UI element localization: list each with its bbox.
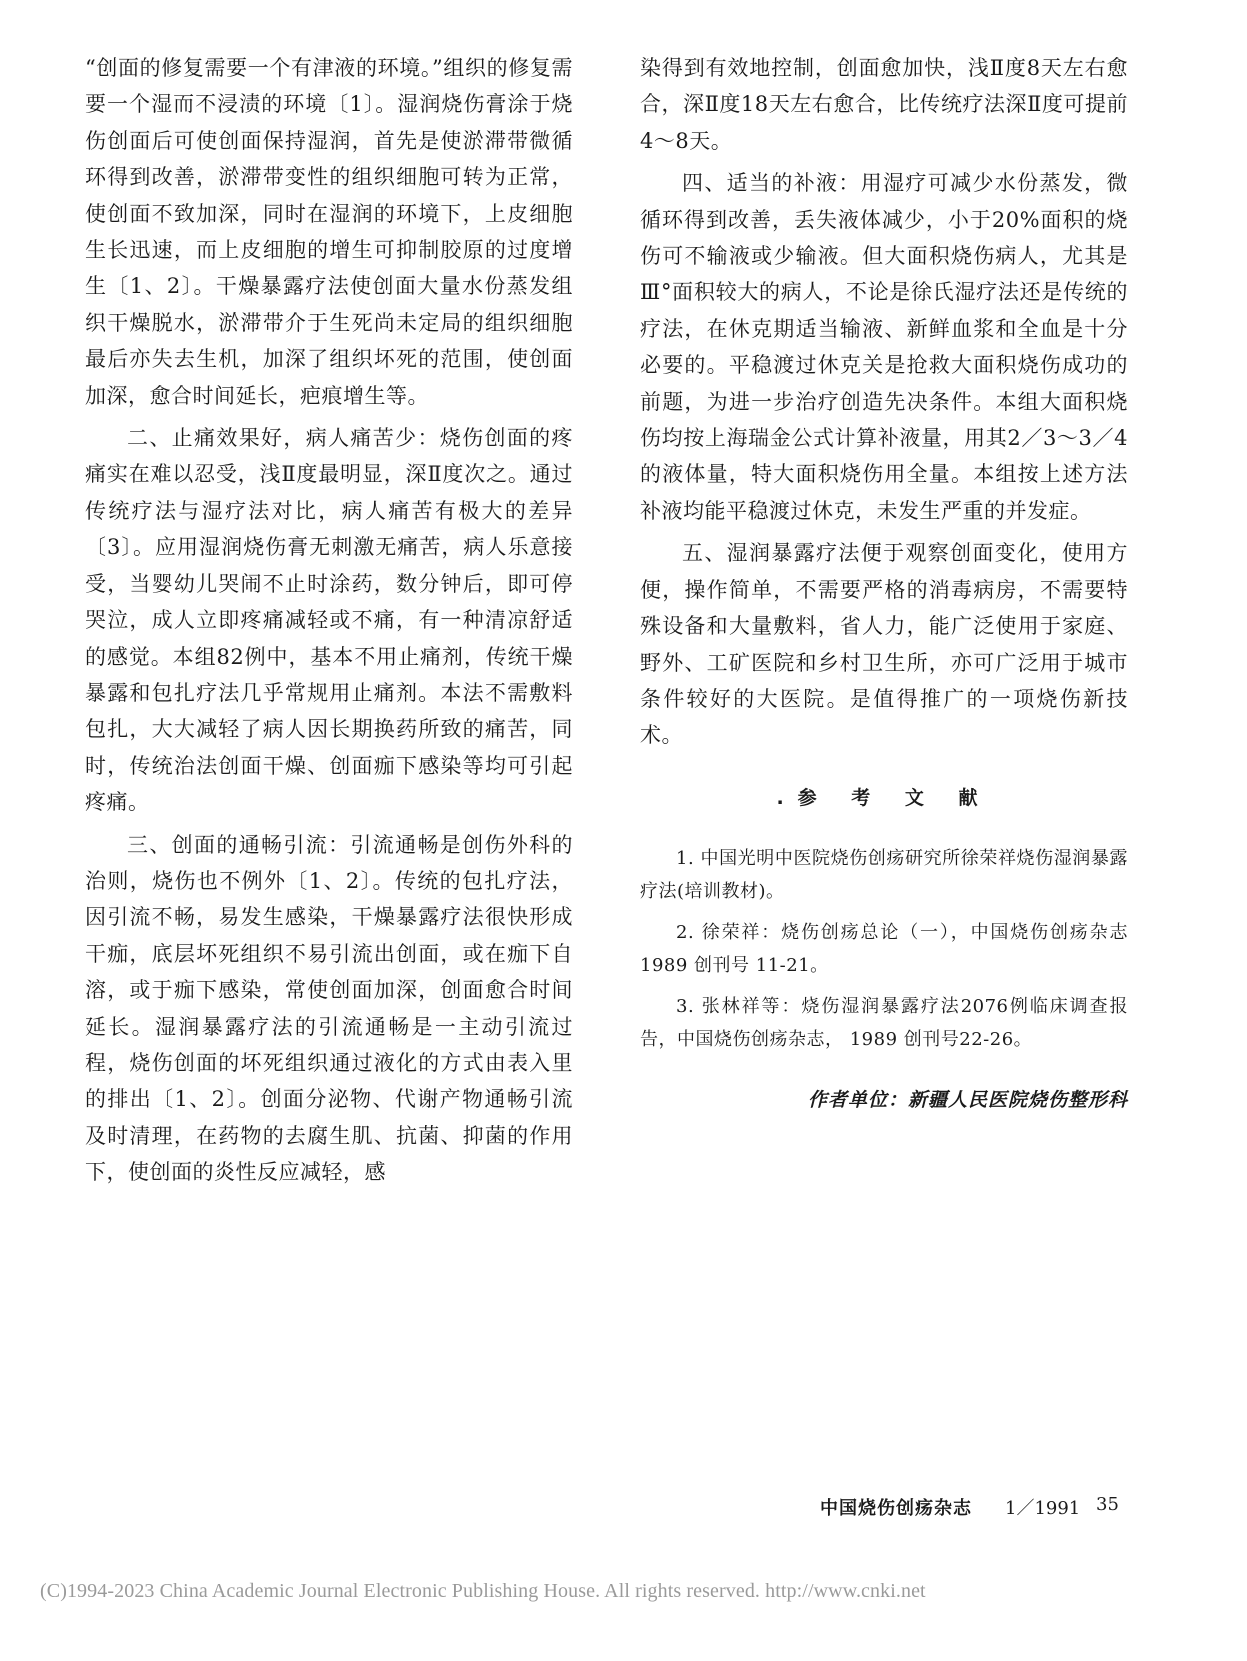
copyright-notice: (C)1994-2023 China Academic Journal Electronic Publishing House. All rights reserved. http://www.cnki.net — [40, 1580, 926, 1602]
body-paragraph: 二、止痛效果好，病人痛苦少：烧伤创面的疼痛实在难以忍受，浅Ⅱ度最明显，深Ⅱ度次之。通过传统疗法与湿疗法对比，病人痛苦有极大的差异〔3〕。应用湿润烧伤膏无刺激无痛苦，病人乐意接受，当婴幼儿哭闹不止时涂药，数分钟后，即可停哭泣，成人立即疼痛减轻或不痛，有一种清凉舒适的感觉。本组82例中，基本不用止痛剂，传统干燥暴露和包扎疗法几乎常规用止痛剂。本法不需敷料包扎，大大减轻了病人因长期换药所致的痛苦，同时，传统治法创面干燥、创面痂下感染等均可引起疼痛。 — [85, 426, 573, 815]
reference-item: 2. 徐荣祥：烧伤创疡总论（一），中国烧伤创疡杂志 1989 创刊号 11-21。 — [640, 922, 1128, 977]
body-paragraph: 染得到有效地控制，创面愈加快，浅Ⅱ度8天左右愈合，深Ⅱ度18天左右愈合，比传统疗法深Ⅱ度可提前4～8天。 — [640, 56, 1128, 153]
body-paragraph: 五、湿润暴露疗法便于观察创面变化，使用方便，操作简单，不需要严格的消毒病房，不需要特殊设备和大量敷料，省人力，能广泛使用于家庭、野外、工矿医院和乡村卫生所，亦可广泛用于城市条件较好的大医院。是值得推广的一项烧伤新技术。 — [640, 541, 1128, 748]
reference-list — [640, 842, 1128, 1056]
reference-item: 3. 张林祥等：烧伤湿润暴露疗法2076例临床调查报告，中国烧伤创疡杂志， 1989 创刊号22-26。 — [640, 996, 1128, 1051]
footer-issue: 1／1991 — [1005, 1498, 1081, 1519]
footer-journal-name: 中国烧伤创疡杂志 — [820, 1498, 972, 1519]
author-affiliation: 作者单位：新疆人民医院烧伤整形科 — [807, 1089, 1128, 1112]
right-column — [640, 50, 1128, 1119]
left-column — [85, 50, 573, 1191]
body-paragraph: 四、适当的补液：用湿疗可减少水份蒸发，微循环得到改善，丢失液体减少，小于20%面积的烧伤可不输液或少输液。但大面积烧伤病人，尤其是Ⅲ°面积较大的病人，不论是徐氏湿疗法还是传统的疗法，在休克期适当输液、新鲜血浆和全血是十分必要的。平稳渡过休克关是抢救大面积烧伤成功的前题，为进一步治疗创造先决条件。本组大面积烧伤均按上海瑞金公式计算补液量，用其2／3～3／4的液体量，特大面积烧伤用全量。本组按上述方法补液均能平稳渡过休克，未发生严重的并发症。 — [640, 171, 1128, 523]
reference-item: 1. 中国光明中医院烧伤创疡研究所徐荣祥烧伤湿润暴露疗法(培训教材)。 — [640, 848, 1128, 903]
footer-page-number: 35 — [1096, 1494, 1119, 1515]
references-heading: .参 考 文 献 — [776, 786, 992, 809]
body-paragraph: 三、创面的通畅引流：引流通畅是创伤外科的治则，烧伤也不例外〔1、2〕。传统的包扎疗法，因引流不畅，易发生感染，干燥暴露疗法很快形成干痂，底层坏死组织不易引流出创面，或在痂下自溶，或于痂下感染，常使创面加深，创面愈合时间延长。湿润暴露疗法的引流通畅是一主动引流过程，烧伤创面的坏死组织通过液化的方式由表入里的排出〔1、2〕。创面分泌物、代谢产物通畅引流及时清理，在药物的去腐生肌、抗菌、抑菌的作用下，使创面的炎性反应减轻，感 — [85, 832, 573, 1185]
body-paragraph: “创面的修复需要一个有津液的环境。”组织的修复需要一个湿而不浸渍的环境〔1〕。湿润烧伤膏涂于烧伤创面后可使创面保持湿润，首先是使淤滞带微循环得到改善，淤滞带变性的组织细胞可转为正常，使创面不致加深，同时在湿润的环境下，上皮细胞生长迅速，而上皮细胞的增生可抑制胶原的过度增生〔1、2〕。干燥暴露疗法使创面大量水份蒸发组织干燥脱水，淤滞带介于生死尚未定局的组织细胞最后亦失去生机，加深了组织坏死的范围，使创面加深，愈合时间延长，疤痕增生等。 — [85, 56, 573, 408]
